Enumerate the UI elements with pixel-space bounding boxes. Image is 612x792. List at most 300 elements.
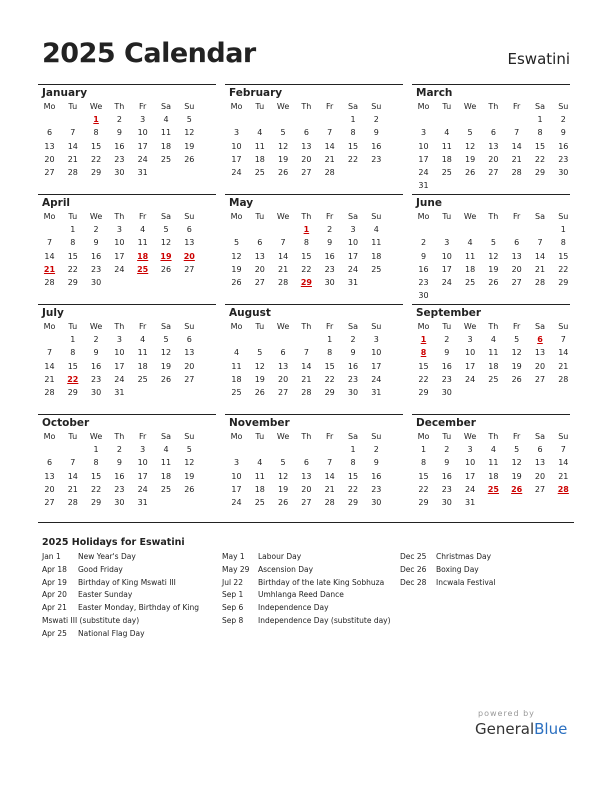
day-cell: 6 bbox=[537, 335, 543, 345]
weekday-header: Fr bbox=[513, 102, 521, 111]
day-cell: 17 bbox=[347, 251, 359, 261]
day-cell: 25 bbox=[231, 388, 242, 397]
day-cell: 21 bbox=[44, 374, 55, 384]
holiday-date: Apr 25 bbox=[42, 628, 67, 638]
day-cell: 3 bbox=[444, 238, 450, 248]
weekday-header: Su bbox=[558, 432, 569, 441]
holiday-name: Mswati III (substitute day) bbox=[42, 615, 140, 625]
weekday-header: Th bbox=[488, 432, 499, 441]
weekday-header: Mo bbox=[43, 212, 56, 221]
day-cell: 5 bbox=[186, 445, 192, 455]
day-cell: 2 bbox=[444, 335, 450, 345]
weekday-header: Su bbox=[558, 212, 569, 221]
holiday-date: Dec 26 bbox=[400, 564, 427, 574]
month-name: September bbox=[416, 307, 482, 319]
day-cell: 17 bbox=[441, 264, 452, 274]
day-cell: 4 bbox=[233, 348, 240, 358]
weekday-header: Sa bbox=[535, 102, 545, 111]
day-cell: 25 bbox=[488, 374, 499, 384]
holiday-name: Independence Day (substitute day) bbox=[258, 615, 391, 625]
day-cell: 22 bbox=[558, 264, 569, 274]
holiday-date: Apr 21 bbox=[42, 603, 67, 613]
day-cell: 7 bbox=[303, 348, 309, 358]
day-cell: 9 bbox=[373, 128, 379, 138]
holiday-date: Sep 6 bbox=[222, 603, 244, 613]
day-cell: 30 bbox=[418, 291, 429, 301]
day-cell: 16 bbox=[347, 361, 359, 371]
day-cell: 14 bbox=[511, 141, 522, 151]
weekday-header: Th bbox=[114, 102, 125, 111]
day-cell: 21 bbox=[324, 484, 335, 494]
day-cell: 7 bbox=[560, 445, 566, 455]
day-cell: 23 bbox=[371, 484, 382, 494]
weekday-header: Tu bbox=[442, 102, 452, 111]
day-cell: 5 bbox=[233, 238, 240, 248]
day-cell: 1 bbox=[327, 335, 333, 345]
weekday-header: Tu bbox=[442, 432, 452, 441]
day-cell: 1 bbox=[560, 225, 566, 235]
day-cell: 30 bbox=[441, 388, 452, 397]
day-cell: 16 bbox=[91, 361, 102, 371]
holidays-title: 2025 Holidays for Eswatini bbox=[42, 537, 185, 548]
day-cell: 27 bbox=[301, 168, 312, 177]
day-cell: 27 bbox=[488, 168, 499, 177]
day-cell: 31 bbox=[418, 181, 429, 191]
day-cell: 22 bbox=[67, 374, 79, 384]
day-cell: 10 bbox=[114, 238, 125, 248]
day-cell: 4 bbox=[140, 225, 146, 235]
holiday-name: Easter Sunday bbox=[78, 590, 133, 600]
day-cell: 28 bbox=[278, 278, 289, 287]
day-cell: 22 bbox=[418, 484, 429, 494]
holiday-name: National Flag Day bbox=[78, 628, 145, 638]
day-cell: 24 bbox=[137, 154, 148, 164]
day-cell: 6 bbox=[303, 458, 309, 468]
day-cell: 22 bbox=[347, 154, 359, 164]
country-name: Eswatini bbox=[507, 50, 570, 68]
weekday-header: Tu bbox=[255, 322, 265, 331]
day-cell: 21 bbox=[67, 154, 78, 164]
month-name: March bbox=[416, 87, 453, 99]
day-cell: 15 bbox=[91, 141, 102, 151]
day-cell: 22 bbox=[324, 374, 335, 384]
day-cell: 25 bbox=[160, 154, 172, 164]
day-cell: 13 bbox=[44, 471, 55, 481]
day-cell: 11 bbox=[160, 128, 172, 138]
day-cell: 3 bbox=[116, 335, 122, 345]
day-cell: 20 bbox=[511, 264, 522, 274]
weekday-header: Fr bbox=[326, 322, 334, 331]
page-title: 2025 Calendar bbox=[42, 38, 256, 69]
brand-general: General bbox=[475, 720, 535, 738]
day-cell: 16 bbox=[324, 251, 335, 261]
day-cell: 8 bbox=[93, 128, 99, 138]
day-cell: 19 bbox=[511, 471, 522, 481]
day-cell: 1 bbox=[70, 225, 76, 235]
day-cell: 30 bbox=[91, 278, 102, 287]
day-cell: 14 bbox=[324, 471, 335, 481]
day-cell: 7 bbox=[327, 458, 333, 468]
day-cell: 25 bbox=[160, 484, 172, 494]
day-cell: 18 bbox=[137, 361, 148, 371]
day-cell: 22 bbox=[91, 484, 102, 494]
day-cell: 27 bbox=[184, 264, 195, 274]
day-cell: 23 bbox=[347, 374, 359, 384]
holiday-date: Jan 1 bbox=[42, 552, 61, 561]
day-cell: 17 bbox=[465, 471, 476, 481]
day-cell: 12 bbox=[231, 251, 242, 261]
holiday-date: May 1 bbox=[222, 552, 245, 561]
day-cell: 16 bbox=[371, 141, 382, 151]
day-cell: 14 bbox=[534, 251, 546, 261]
day-cell: 8 bbox=[537, 128, 543, 138]
day-cell: 25 bbox=[371, 264, 382, 274]
day-cell: 20 bbox=[534, 471, 546, 481]
day-cell: 28 bbox=[558, 374, 569, 384]
day-cell: 30 bbox=[324, 278, 335, 287]
day-cell: 14 bbox=[44, 251, 55, 261]
day-cell: 27 bbox=[44, 498, 55, 507]
day-cell: 18 bbox=[137, 251, 149, 261]
day-cell: 12 bbox=[184, 128, 195, 138]
weekday-header: Fr bbox=[326, 102, 334, 111]
weekday-header: Su bbox=[371, 102, 382, 111]
day-cell: 28 bbox=[511, 168, 522, 177]
day-cell: 27 bbox=[278, 388, 289, 397]
weekday-header: Tu bbox=[68, 322, 78, 331]
weekday-header: Sa bbox=[348, 432, 358, 441]
weekday-header: Su bbox=[184, 212, 195, 221]
day-cell: 31 bbox=[137, 498, 148, 507]
holiday-name: Boxing Day bbox=[436, 564, 479, 574]
day-cell: 21 bbox=[301, 374, 312, 384]
weekday-header: Fr bbox=[139, 432, 147, 441]
weekday-header: Th bbox=[301, 322, 312, 331]
day-cell: 5 bbox=[467, 128, 473, 138]
day-cell: 3 bbox=[350, 225, 356, 235]
day-cell: 24 bbox=[418, 168, 429, 177]
day-cell: 12 bbox=[511, 348, 522, 358]
day-cell: 29 bbox=[418, 388, 429, 397]
day-cell: 30 bbox=[371, 498, 382, 507]
day-cell: 15 bbox=[347, 141, 359, 151]
weekday-header: Su bbox=[184, 432, 195, 441]
day-cell: 18 bbox=[254, 484, 265, 494]
day-cell: 24 bbox=[231, 498, 242, 507]
day-cell: 17 bbox=[114, 251, 125, 261]
day-cell: 10 bbox=[137, 458, 148, 468]
day-cell: 13 bbox=[511, 251, 522, 261]
holiday-name: Ascension Day bbox=[258, 564, 314, 574]
day-cell: 4 bbox=[444, 128, 450, 138]
day-cell: 29 bbox=[324, 388, 335, 397]
weekday-header: Sa bbox=[161, 212, 171, 221]
day-cell: 13 bbox=[488, 141, 499, 151]
day-cell: 26 bbox=[160, 374, 172, 384]
day-cell: 4 bbox=[490, 335, 496, 345]
weekday-header: Sa bbox=[535, 432, 545, 441]
day-cell: 24 bbox=[465, 484, 476, 494]
day-cell: 24 bbox=[231, 168, 242, 177]
month-rule bbox=[412, 414, 570, 415]
weekday-header: We bbox=[463, 322, 477, 331]
day-cell: 9 bbox=[420, 251, 427, 261]
day-cell: 22 bbox=[301, 264, 312, 274]
day-cell: 2 bbox=[116, 115, 122, 125]
day-cell: 3 bbox=[116, 225, 122, 235]
day-cell: 4 bbox=[257, 128, 263, 138]
month-name: July bbox=[42, 307, 64, 319]
day-cell: 7 bbox=[327, 128, 333, 138]
day-cell: 17 bbox=[231, 154, 242, 164]
month-name: February bbox=[229, 87, 283, 99]
day-cell: 26 bbox=[278, 168, 289, 177]
holiday-date: Dec 25 bbox=[400, 552, 427, 561]
day-cell: 21 bbox=[67, 484, 78, 494]
day-cell: 29 bbox=[91, 498, 102, 507]
day-cell: 6 bbox=[186, 225, 192, 235]
day-cell: 13 bbox=[44, 141, 55, 151]
day-cell: 4 bbox=[163, 115, 169, 125]
day-cell: 30 bbox=[558, 168, 569, 177]
day-cell: 28 bbox=[67, 168, 78, 177]
weekday-header: Su bbox=[371, 322, 382, 331]
holiday-name: Labour Day bbox=[258, 552, 302, 561]
day-cell: 29 bbox=[347, 498, 359, 507]
day-cell: 11 bbox=[137, 238, 148, 248]
day-cell: 30 bbox=[114, 168, 125, 177]
day-cell: 25 bbox=[137, 374, 148, 384]
day-cell: 15 bbox=[67, 361, 78, 371]
generalblue-logo[interactable] bbox=[475, 720, 567, 738]
day-cell: 16 bbox=[441, 361, 452, 371]
day-cell: 10 bbox=[114, 348, 125, 358]
day-cell: 26 bbox=[231, 278, 242, 287]
weekday-header: Mo bbox=[43, 102, 56, 111]
weekday-header: Mo bbox=[230, 432, 243, 441]
day-cell: 26 bbox=[278, 498, 289, 507]
weekday-header: Mo bbox=[230, 212, 243, 221]
day-cell: 10 bbox=[418, 141, 429, 151]
day-cell: 31 bbox=[347, 278, 359, 287]
day-cell: 10 bbox=[441, 251, 452, 261]
weekday-header: Fr bbox=[139, 322, 147, 331]
weekday-header: Sa bbox=[348, 212, 358, 221]
month-rule bbox=[225, 414, 403, 415]
day-cell: 2 bbox=[93, 335, 99, 345]
day-cell: 11 bbox=[488, 458, 499, 468]
day-cell: 20 bbox=[534, 361, 546, 371]
day-cell: 26 bbox=[160, 264, 172, 274]
day-cell: 23 bbox=[558, 154, 569, 164]
weekday-header: Fr bbox=[326, 432, 334, 441]
weekday-header: We bbox=[276, 102, 290, 111]
day-cell: 13 bbox=[254, 251, 265, 261]
day-cell: 3 bbox=[140, 445, 146, 455]
day-cell: 25 bbox=[487, 484, 499, 494]
weekday-header: We bbox=[89, 102, 103, 111]
day-cell: 14 bbox=[558, 458, 569, 468]
day-cell: 4 bbox=[373, 225, 379, 235]
day-cell: 6 bbox=[537, 445, 543, 455]
powered-by-label: powered by bbox=[478, 709, 535, 718]
day-cell: 12 bbox=[511, 458, 522, 468]
day-cell: 11 bbox=[231, 361, 242, 371]
day-cell: 10 bbox=[231, 141, 242, 151]
day-cell: 18 bbox=[441, 154, 452, 164]
day-cell: 17 bbox=[231, 484, 242, 494]
month-name: December bbox=[416, 417, 476, 429]
weekday-header: Sa bbox=[535, 212, 545, 221]
day-cell: 26 bbox=[511, 484, 523, 494]
day-cell: 29 bbox=[418, 498, 429, 507]
day-cell: 4 bbox=[467, 238, 473, 248]
day-cell: 12 bbox=[160, 348, 172, 358]
day-cell: 24 bbox=[371, 374, 382, 384]
day-cell: 18 bbox=[488, 471, 499, 481]
day-cell: 7 bbox=[46, 238, 53, 248]
day-cell: 22 bbox=[91, 154, 102, 164]
weekday-header: Fr bbox=[513, 432, 521, 441]
day-cell: 24 bbox=[114, 264, 125, 274]
day-cell: 23 bbox=[114, 484, 125, 494]
day-cell: 9 bbox=[93, 238, 99, 248]
day-cell: 9 bbox=[560, 128, 566, 138]
holiday-name: Easter Monday, Birthday of King bbox=[78, 603, 199, 613]
day-cell: 6 bbox=[490, 128, 496, 138]
month-rule bbox=[225, 84, 403, 85]
day-cell: 20 bbox=[183, 251, 195, 261]
day-cell: 16 bbox=[441, 471, 452, 481]
day-cell: 8 bbox=[93, 458, 99, 468]
weekday-header: Mo bbox=[43, 432, 56, 441]
weekday-header: We bbox=[89, 212, 103, 221]
day-cell: 10 bbox=[231, 471, 242, 481]
day-cell: 5 bbox=[514, 445, 520, 455]
day-cell: 6 bbox=[186, 335, 192, 345]
holiday-name: Umhlanga Reed Dance bbox=[258, 590, 344, 600]
day-cell: 21 bbox=[558, 361, 569, 371]
day-cell: 26 bbox=[511, 374, 522, 384]
day-cell: 18 bbox=[371, 251, 382, 261]
weekday-header: We bbox=[89, 322, 103, 331]
day-cell: 18 bbox=[254, 154, 265, 164]
day-cell: 31 bbox=[137, 168, 148, 177]
day-cell: 2 bbox=[444, 445, 450, 455]
weekday-header: Th bbox=[114, 432, 125, 441]
day-cell: 17 bbox=[371, 361, 382, 371]
day-cell: 1 bbox=[420, 445, 427, 455]
month-name: June bbox=[416, 197, 442, 209]
day-cell: 3 bbox=[140, 115, 146, 125]
weekday-header: We bbox=[463, 212, 477, 221]
day-cell: 15 bbox=[558, 251, 569, 261]
day-cell: 12 bbox=[160, 238, 172, 248]
holiday-name: Birthday of the late King Sobhuza bbox=[258, 577, 385, 587]
day-cell: 6 bbox=[514, 238, 520, 248]
day-cell: 8 bbox=[70, 348, 76, 358]
weekday-header: We bbox=[276, 212, 290, 221]
day-cell: 27 bbox=[301, 498, 312, 507]
day-cell: 7 bbox=[560, 335, 566, 345]
weekday-header: Th bbox=[301, 432, 312, 441]
day-cell: 11 bbox=[465, 251, 476, 261]
month-rule bbox=[38, 84, 216, 85]
weekday-header: Tu bbox=[68, 212, 78, 221]
day-cell: 20 bbox=[44, 154, 55, 164]
day-cell: 29 bbox=[558, 278, 569, 287]
day-cell: 7 bbox=[70, 128, 76, 138]
weekday-header: Mo bbox=[417, 432, 430, 441]
day-cell: 31 bbox=[371, 388, 382, 397]
day-cell: 10 bbox=[465, 348, 476, 358]
day-cell: 19 bbox=[488, 264, 499, 274]
day-cell: 9 bbox=[327, 238, 333, 248]
day-cell: 25 bbox=[254, 168, 265, 177]
day-cell: 10 bbox=[371, 348, 382, 358]
day-cell: 11 bbox=[254, 471, 265, 481]
weekday-header: Mo bbox=[417, 102, 430, 111]
weekday-header: Fr bbox=[513, 322, 521, 331]
day-cell: 27 bbox=[511, 278, 522, 287]
day-cell: 18 bbox=[231, 374, 242, 384]
day-cell: 18 bbox=[160, 471, 172, 481]
day-cell: 29 bbox=[534, 168, 546, 177]
weekday-header: Su bbox=[558, 102, 569, 111]
day-cell: 23 bbox=[91, 264, 102, 274]
day-cell: 14 bbox=[558, 348, 569, 358]
day-cell: 27 bbox=[534, 374, 546, 384]
day-cell: 13 bbox=[278, 361, 289, 371]
day-cell: 26 bbox=[184, 154, 195, 164]
day-cell: 18 bbox=[488, 361, 499, 371]
day-cell: 23 bbox=[441, 374, 452, 384]
day-cell: 7 bbox=[514, 128, 520, 138]
weekday-header: Tu bbox=[255, 432, 265, 441]
day-cell: 15 bbox=[347, 471, 359, 481]
day-cell: 1 bbox=[537, 115, 543, 125]
month-rule bbox=[225, 304, 403, 305]
day-cell: 28 bbox=[67, 498, 78, 507]
holiday-date: Dec 28 bbox=[400, 577, 427, 587]
day-cell: 7 bbox=[280, 238, 286, 248]
holiday-name: Birthday of King Mswati III bbox=[78, 577, 176, 587]
day-cell: 12 bbox=[278, 471, 289, 481]
weekday-header: We bbox=[276, 322, 290, 331]
day-cell: 11 bbox=[441, 141, 452, 151]
day-cell: 3 bbox=[233, 458, 240, 468]
day-cell: 1 bbox=[303, 225, 310, 235]
day-cell: 25 bbox=[254, 498, 265, 507]
weekday-header: Mo bbox=[417, 322, 430, 331]
month-rule bbox=[412, 84, 570, 85]
weekday-header: Th bbox=[301, 102, 312, 111]
day-cell: 24 bbox=[465, 374, 476, 384]
day-cell: 1 bbox=[70, 335, 76, 345]
day-cell: 14 bbox=[301, 361, 312, 371]
day-cell: 4 bbox=[490, 445, 496, 455]
holiday-name: Good Friday bbox=[78, 564, 123, 574]
day-cell: 24 bbox=[347, 264, 359, 274]
day-cell: 7 bbox=[46, 348, 53, 358]
day-cell: 3 bbox=[467, 335, 473, 345]
day-cell: 19 bbox=[231, 264, 242, 274]
day-cell: 30 bbox=[91, 388, 102, 397]
day-cell: 6 bbox=[303, 128, 309, 138]
day-cell: 5 bbox=[257, 348, 263, 358]
day-cell: 12 bbox=[184, 458, 195, 468]
day-cell: 10 bbox=[465, 458, 476, 468]
